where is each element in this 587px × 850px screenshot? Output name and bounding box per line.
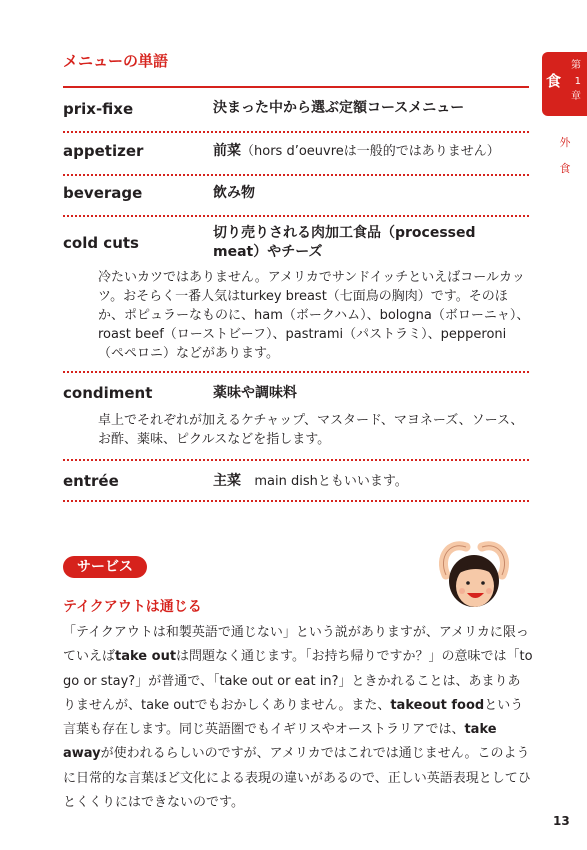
- text-run: 「テイクアウトは和製英語で通じない」という説がありますが、アメリカに限っていえば: [63, 625, 529, 665]
- service-badge: サービス: [63, 556, 147, 578]
- divider: [63, 174, 529, 176]
- text-run: は問題なく通じます。「お持ち帰りですか？」の意味では「to go or stay?」が普通で、「take out or eat in?」ときかれることは、あまりありませんが、take outでもおかしくありません。また、: [63, 649, 533, 713]
- definition: 薬味や調味料: [213, 385, 297, 401]
- term-cold-cuts: cold cuts: [63, 234, 139, 252]
- divider: [63, 215, 529, 217]
- chapter-prefix: 第: [571, 60, 581, 71]
- term-entree: entrée: [63, 472, 119, 490]
- chapter-suffix: 章: [571, 91, 581, 102]
- divider: [63, 131, 529, 133]
- service-paragraph: [63, 621, 533, 815]
- chapter-number: 1: [574, 76, 581, 87]
- term-condiment: condiment: [63, 384, 153, 402]
- service-subtitle: テイクアウトは通じる: [63, 599, 202, 615]
- divider: [63, 500, 529, 502]
- term-prix-fixe: prix-fixe: [63, 100, 134, 118]
- definition: 決まった中から選ぶ定額コースメニュー: [213, 100, 465, 116]
- section-title: メニューの単語: [63, 52, 169, 70]
- explanation-cold-cuts: 冷たいカツではありません。アメリカでサンドイッチといえばコールカッツ。おそらく一番人気はturkey breast（七面鳥の胸肉）です。そのほか、ポピュラーなものに、ham（ボークハム）、bologna（ボローニャ）、roast beef（ローストビーフ）、pastrami（パストラミ）、pepperoni（ペペロニ）などがあります。: [98, 270, 530, 361]
- person-okay-illustration: [432, 537, 516, 613]
- chapter-category: 食: [546, 72, 562, 90]
- text-run-bold: take away: [63, 722, 497, 762]
- text-run: という言葉も存在します。同じ英語圏でもイギリスやオーストラリアでは、: [63, 697, 524, 738]
- explanation-condiment: 卓上でそれぞれが加えるケチャップ、マスタード、マヨネーズ、ソース、お酢、薬味、ピクルスなどを指します。: [98, 413, 524, 447]
- text-run-bold: take out: [115, 649, 177, 665]
- divider: [63, 371, 529, 373]
- divider: [63, 459, 529, 461]
- definition: 切り売りされる肉加工食品（processed meat）やチーズ: [213, 225, 476, 260]
- term-appetizer: appetizer: [63, 142, 144, 160]
- text-run: が使われるらしいのですが、アメリカではこれでは通じません。このように日常的な言葉ほど文化による表現の違いがあるので、正しい英語表現としてひとくくりにはできないのです。: [63, 746, 531, 811]
- definition: 飲み物: [213, 185, 255, 201]
- text-run-bold: takeout food: [390, 697, 485, 713]
- title-rule: [63, 86, 529, 88]
- definition: 主菜 main dishともいいます。: [213, 473, 408, 489]
- definition: 前菜（hors d’oeuvreは一般的ではありません）: [213, 143, 500, 159]
- section-label-char-2: 食: [559, 162, 571, 175]
- chapter-tab: [542, 52, 587, 116]
- section-label-char-1: 外: [559, 136, 571, 149]
- page-number: 13: [553, 814, 570, 828]
- term-beverage: beverage: [63, 184, 143, 202]
